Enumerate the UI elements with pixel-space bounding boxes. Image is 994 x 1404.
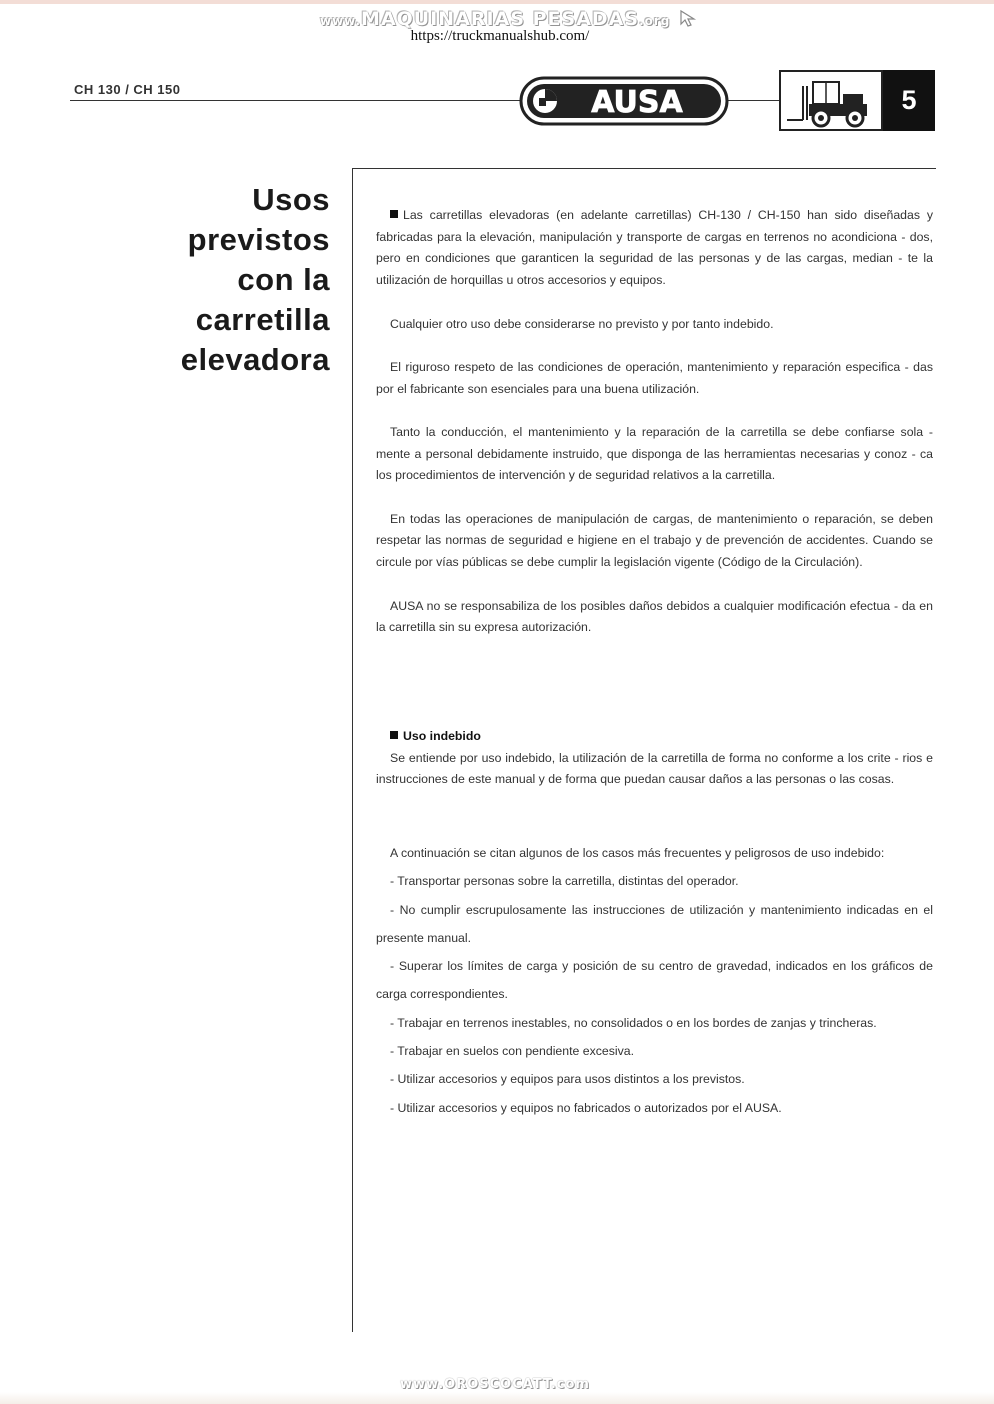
paragraph: En todas las operaciones de manipulación de cargas, de mantenimiento o reparación, se deben respetar las normas de seguridad e higiene en el trabajo y de prevención de accidentes. Cuando se circule por vías públicas se debe cumplir la legislación vigente (Código de la Circulación). bbox=[376, 511, 933, 570]
list-item: - Superar los límites de carga y posición de su centro de gravedad, indicados en los gráficos de carga correspondientes. bbox=[376, 959, 933, 1002]
misuse-intro: A continuación se citan algunos de los casos más frecuentes y peligrosos de uso indebido: bbox=[390, 846, 885, 860]
section-title bbox=[120, 180, 330, 380]
list-item: - Utilizar accesorios y equipos para usos distintos a los previstos. bbox=[390, 1072, 745, 1087]
title-line: previstos bbox=[187, 222, 330, 257]
page-number: 5 bbox=[883, 70, 935, 131]
list-item: - Transportar personas sobre la carretilla, distintas del operador. bbox=[390, 874, 739, 889]
watermark-prefix: www. bbox=[319, 14, 362, 28]
top-watermark bbox=[260, 8, 760, 30]
paragraph: Cualquier otro uso debe considerarse no previsto y por tanto indebido. bbox=[390, 316, 774, 331]
misuse-list bbox=[376, 839, 933, 1122]
paragraph: AUSA no se responsabiliza de los posibles daños debidos a cualquier modificación efectua - da en la carretilla sin su expresa autorización. bbox=[376, 598, 933, 635]
title-line: elevadora bbox=[180, 342, 330, 377]
column-rule-vertical bbox=[352, 168, 353, 1332]
section-icon-box bbox=[779, 70, 883, 131]
list-item: - Trabajar en terrenos inestables, no consolidados o en los bordes de zanjas y trincheras. bbox=[390, 1015, 877, 1030]
cursor-icon bbox=[678, 9, 700, 27]
list-item: - No cumplir escrupulosamente las instrucciones de utilización y mantenimiento indicadas en el presente manual. bbox=[376, 902, 933, 945]
source-url[interactable]: https://truckmanualshub.com/ bbox=[410, 28, 590, 44]
list-item: - Trabajar en suelos con pendiente excesiva. bbox=[390, 1044, 635, 1059]
paragraph: El riguroso respeto de las condiciones de operación, mantenimiento y reparación especifica - das por el fabricante son esenciales para una buena utilización. bbox=[376, 359, 933, 396]
bottom-watermark: www.OROSCOCATT.com bbox=[400, 1377, 590, 1392]
brand-name: AUSA bbox=[591, 85, 683, 120]
bottom-band bbox=[0, 1392, 994, 1404]
paragraph: Las carretillas elevadoras (en adelante carretillas) CH-130 / CH-150 han sido diseñadas y fabricadas para la elevación, manipulación y transporte de cargas en terrenos no acondiciona - dos, pero en condiciones que garanticen la seguridad de las personas y de las cargas, median - te la utilización de horquillas u otros accesorios y equipos. bbox=[376, 208, 933, 288]
title-line: carretilla bbox=[195, 302, 330, 337]
title-line: Usos bbox=[252, 182, 330, 217]
ausa-logo-icon bbox=[519, 76, 729, 126]
misuse-heading: Uso indebido bbox=[376, 726, 933, 748]
watermark-suffix: .org bbox=[639, 14, 671, 28]
bullet-square-icon bbox=[390, 731, 398, 739]
bullet-square-icon bbox=[390, 210, 398, 218]
column-rule-top bbox=[352, 168, 936, 169]
top-band bbox=[0, 0, 994, 4]
watermark-site: MAQUINARIAS PESADAS bbox=[361, 8, 640, 30]
list-item: - Utilizar accesorios y equipos no fabricados o autorizados por el AUSA. bbox=[390, 1100, 782, 1115]
body-text bbox=[376, 205, 933, 661]
misuse-definition: Se entiende por uso indebido, la utilización de la carretilla de forma no conforme a los crite - rios e instrucciones de este manual y de forma que puedan causar daños a las personas o las cosas. bbox=[376, 750, 933, 787]
forklift-icon bbox=[781, 72, 881, 129]
model-label: CH 130 / CH 150 bbox=[74, 82, 181, 97]
paragraph: Tanto la conducción, el mantenimiento y la reparación de la carretilla se debe confiarse sola - mente a personal debidamente instruido, que disponga de las herramientas necesarias y conoz - ca los procedimientos de intervención y de seguridad relativos a la carretilla. bbox=[376, 424, 933, 483]
title-line: con la bbox=[237, 262, 330, 297]
misuse-section bbox=[376, 726, 933, 791]
